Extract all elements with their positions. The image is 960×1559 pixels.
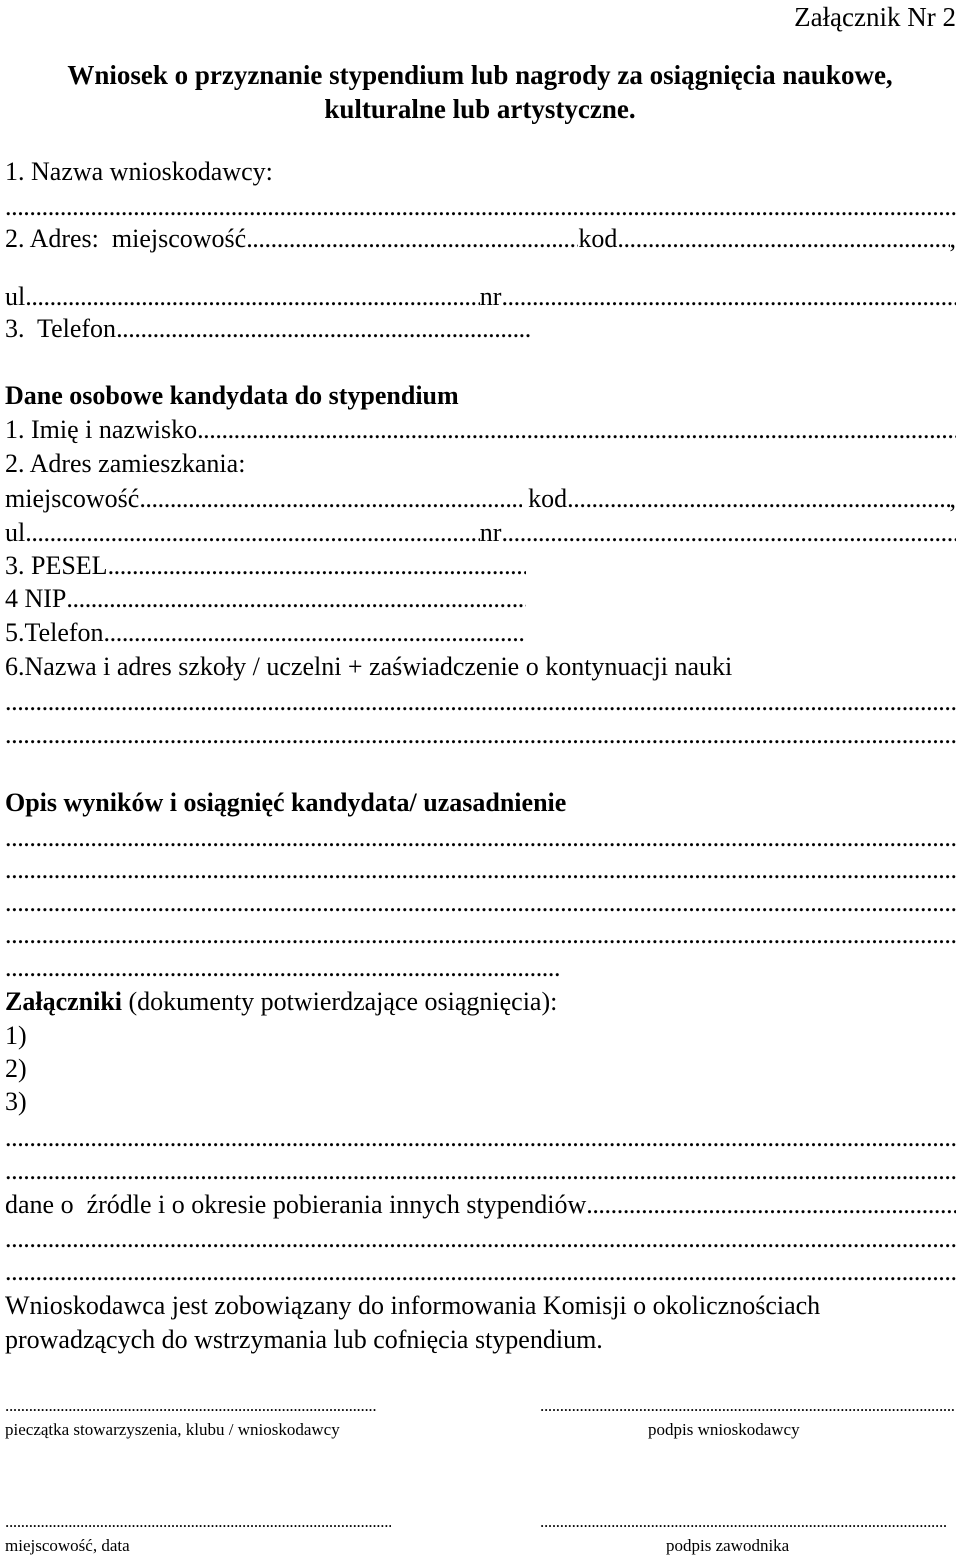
candidate-city-row bbox=[5, 482, 956, 516]
applicant-name-field[interactable] bbox=[5, 190, 956, 224]
player-signature-field[interactable] bbox=[540, 1512, 948, 1532]
applicant-phone-label: 3. Telefon bbox=[5, 314, 117, 343]
candidate-postcode-field[interactable] bbox=[567, 482, 949, 516]
form-title-line-2: kulturalne lub artystyczne. bbox=[324, 94, 636, 124]
applicant-address-row bbox=[5, 222, 956, 256]
applicant-street-row bbox=[5, 280, 956, 314]
player-signature-label: podpis zawodnika bbox=[666, 1536, 790, 1555]
results-field-2[interactable] bbox=[5, 853, 956, 887]
candidate-pesel-label: 3. PESEL bbox=[5, 551, 108, 580]
candidate-nip-label: 4 NIP bbox=[5, 584, 67, 613]
attachments-field-2[interactable] bbox=[5, 1154, 956, 1188]
candidate-heading: Dane osobowe kandydata do stypendium bbox=[5, 381, 459, 410]
attachments-heading-bold: Załączniki bbox=[5, 987, 123, 1016]
other-scholarships-field-2[interactable] bbox=[5, 1222, 956, 1256]
attachments-heading bbox=[5, 985, 956, 1019]
place-date-label: miejscowość, data bbox=[5, 1536, 130, 1555]
results-heading: Opis wyników i osiągnięć kandydata/ uzasadnienie bbox=[5, 788, 567, 817]
applicant-postcode-field[interactable] bbox=[617, 222, 949, 256]
applicant-street-label: ul bbox=[5, 282, 26, 311]
candidate-number-label: nr bbox=[479, 518, 502, 547]
annex-number: Załącznik Nr 2 bbox=[794, 2, 956, 32]
candidate-nip-row bbox=[5, 582, 526, 616]
attachments-field-1[interactable] bbox=[5, 1121, 956, 1155]
applicant-signature-field[interactable] bbox=[540, 1396, 954, 1416]
applicant-city-field[interactable] bbox=[246, 222, 578, 256]
other-scholarships-label: dane o źródle i o okresie pobierania innych stypendiów bbox=[5, 1190, 587, 1219]
applicant-number-field[interactable] bbox=[501, 280, 956, 314]
applicant-city-label: 2. Adres: miejscowość bbox=[5, 224, 247, 253]
results-field-4[interactable] bbox=[5, 918, 956, 952]
comma-separator: , bbox=[949, 484, 956, 513]
candidate-nip-field[interactable] bbox=[66, 582, 526, 616]
comma-separator: , bbox=[949, 224, 956, 253]
form-title-line-1: Wniosek o przyznanie stypendium lub nagrody za osiągnięcia naukowe, bbox=[67, 60, 893, 90]
applicant-signature-label: podpis wnioskodawcy bbox=[648, 1420, 800, 1439]
attachment-item-2[interactable]: 2) bbox=[5, 1054, 27, 1083]
candidate-phone-field[interactable] bbox=[104, 616, 526, 650]
candidate-street-field[interactable] bbox=[25, 516, 480, 550]
attachments-heading-rest: (dokumenty potwierdzające osiągnięcia): bbox=[122, 987, 558, 1016]
candidate-pesel-row bbox=[5, 549, 526, 583]
candidate-name-row bbox=[5, 413, 956, 447]
candidate-name-label: 1. Imię i nazwisko bbox=[5, 415, 198, 444]
candidate-school-label: 6.Nazwa i adres szkoły / uczelni + zaświadczenie o kontynuacji nauki bbox=[5, 652, 733, 681]
candidate-name-field[interactable] bbox=[197, 413, 956, 447]
results-field-1[interactable] bbox=[5, 821, 956, 855]
stamp-label: pieczątka stowarzyszenia, klubu / wnioskodawcy bbox=[5, 1420, 340, 1439]
results-field-5[interactable] bbox=[5, 951, 560, 985]
notice-line-1: Wnioskodawca jest zobowiązany do informowania Komisji o okolicznościach bbox=[5, 1291, 821, 1320]
stamp-field[interactable] bbox=[5, 1396, 377, 1416]
candidate-city-label: miejscowość bbox=[5, 484, 140, 513]
place-date-field[interactable] bbox=[5, 1512, 391, 1532]
applicant-name-label: 1. Nazwa wnioskodawcy: bbox=[5, 157, 273, 186]
other-scholarships-field-3[interactable] bbox=[5, 1255, 956, 1289]
candidate-school-field-1[interactable] bbox=[5, 685, 956, 719]
other-scholarships-row bbox=[5, 1188, 956, 1222]
applicant-number-label: nr bbox=[479, 282, 502, 311]
candidate-address-label: 2. Adres zamieszkania: bbox=[5, 449, 246, 478]
candidate-phone-row bbox=[5, 616, 526, 650]
candidate-street-label: ul bbox=[5, 518, 26, 547]
notice-line-2: prowadzących do wstrzymania lub cofnięcia stypendium. bbox=[5, 1325, 603, 1354]
applicant-street-field[interactable] bbox=[25, 280, 480, 314]
candidate-city-field[interactable] bbox=[139, 482, 521, 516]
attachment-item-3[interactable]: 3) bbox=[5, 1087, 27, 1116]
candidate-postcode-label: kod bbox=[521, 484, 568, 513]
results-field-3[interactable] bbox=[5, 886, 956, 920]
attachment-item-1[interactable]: 1) bbox=[5, 1021, 27, 1050]
applicant-phone-row bbox=[5, 312, 530, 346]
applicant-postcode-label: kod bbox=[578, 224, 618, 253]
candidate-number-field[interactable] bbox=[501, 516, 956, 550]
candidate-phone-label: 5.Telefon bbox=[5, 618, 104, 647]
candidate-pesel-field[interactable] bbox=[108, 549, 526, 583]
other-scholarships-field[interactable] bbox=[586, 1188, 956, 1222]
applicant-phone-field[interactable] bbox=[116, 312, 530, 346]
candidate-street-row bbox=[5, 516, 956, 550]
candidate-school-field-2[interactable] bbox=[5, 718, 956, 752]
